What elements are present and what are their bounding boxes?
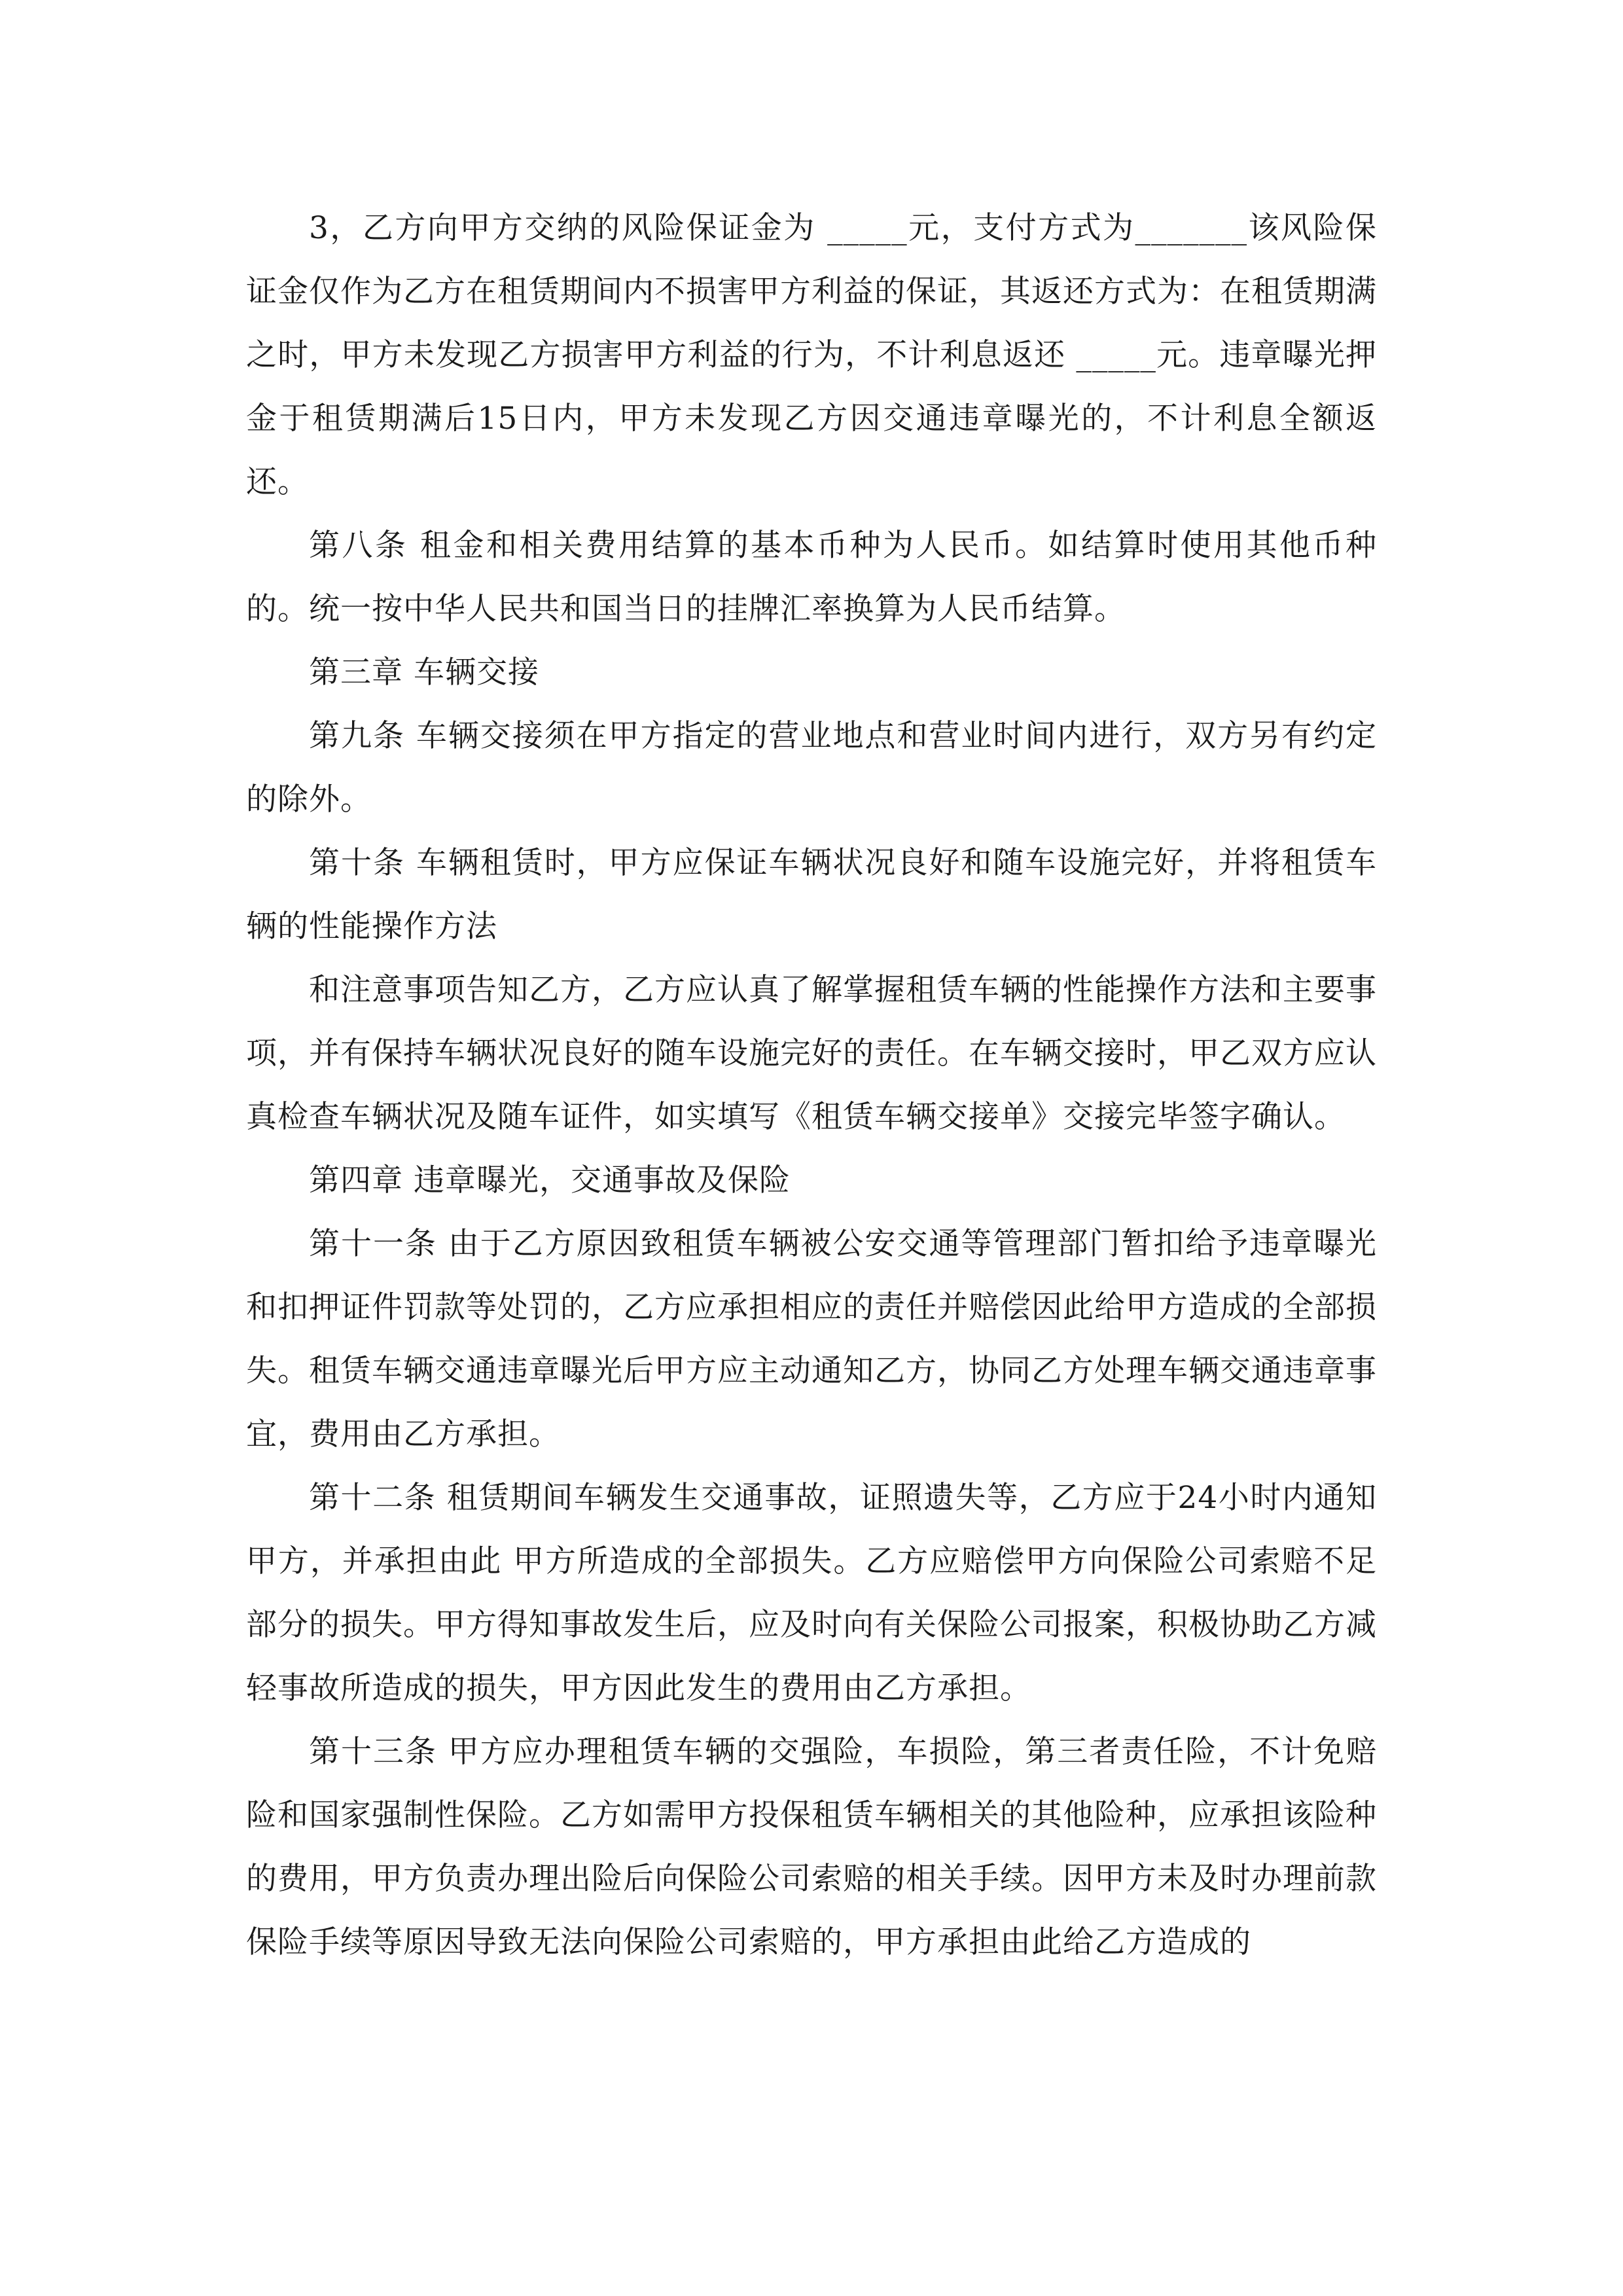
paragraph-article-8: 第八条 租金和相关费用结算的基本币种为人民币。如结算时使用其他币种的。统一按中华人民共和国当日的挂牌汇率换算为人民币结算。 xyxy=(246,528,1377,627)
paragraph-deposit-clause: 3，乙方向甲方交纳的风险保证金为 _____元，支付方式为_______该风险保证金仅作为乙方在租赁期间内不损害甲方利益的保证，其返还方式为：在租赁期满之时，甲方未发现乙方损害甲方利益的行为，不计利息返还 _____元。违章曝光押金于租赁期满后15日内，甲方未发现乙方因交通违章曝光的，不计利息全额返还。 xyxy=(246,210,1377,500)
chapter-3-heading: 第三章 车辆交接 xyxy=(309,655,539,691)
paragraph-article-10: 第十条 车辆租赁时，甲方应保证车辆状况良好和随车设施完好，并将租赁车辆的性能操作方法 xyxy=(246,845,1377,944)
paragraph-article-13: 第十三条 甲方应办理租赁车辆的交强险，车损险，第三者责任险，不计免赔险和国家强制性保险。乙方如需甲方投保租赁车辆相关的其他险种，应承担该险种的费用，甲方负责办理出险后向保险公司索赔的相关手续。因甲方未及时办理前款保险手续等原因导致无法向保险公司索赔的，甲方承担由此给乙方造成的 xyxy=(246,1734,1377,1960)
paragraph-article-9: 第九条 车辆交接须在甲方指定的营业地点和营业时间内进行，双方另有约定的除外。 xyxy=(246,718,1377,817)
paragraph-article-10-cont: 和注意事项告知乙方，乙方应认真了解掌握租赁车辆的性能操作方法和主要事项，并有保持车辆状况良好的随车设施完好的责任。在车辆交接时，甲乙双方应认真检查车辆状况及随车证件，如实填写《租赁车辆交接单》交接完毕签字确认。 xyxy=(246,972,1377,1135)
document-body xyxy=(246,196,1377,1974)
paragraph-article-12: 第十二条 租赁期间车辆发生交通事故，证照遗失等，乙方应于24小时内通知甲方，并承担由此 甲方所造成的全部损失。乙方应赔偿甲方向保险公司索赔不足部分的损失。甲方得知事故发生后，应及时向有关保险公司报案，积极协助乙方减轻事故所造成的损失，甲方因此发生的费用由乙方承担。 xyxy=(246,1480,1377,1706)
paragraph-article-11: 第十一条 由于乙方原因致租赁车辆被公安交通等管理部门暂扣给予违章曝光和扣押证件罚款等处罚的，乙方应承担相应的责任并赔偿因此给甲方造成的全部损失。租赁车辆交通违章曝光后甲方应主动通知乙方，协同乙方处理车辆交通违章事宜，费用由乙方承担。 xyxy=(246,1226,1377,1452)
chapter-4-heading: 第四章 违章曝光，交通事故及保险 xyxy=(309,1162,791,1198)
